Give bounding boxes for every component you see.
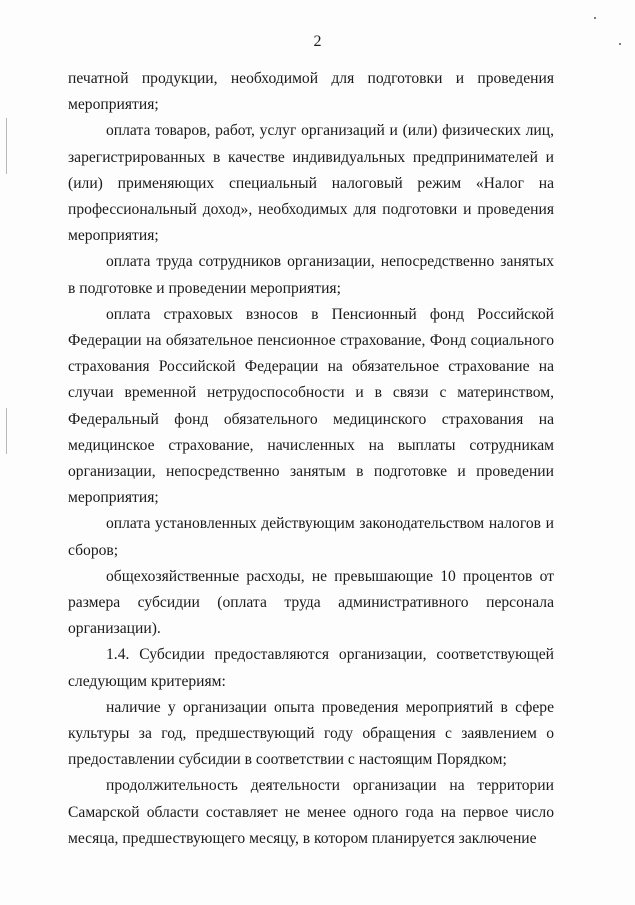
paragraph: оплата страховых взносов в Пенсионный фонд Российской Федерации на обязательное пенсионное страхование, Фонд социального страхования Российской Федерации на обязательное страхование на случаи временной нетрудоспособности и в связи с материнством, Федеральный фонд обязательного медицинского страхования на медицинское страхование, начисленных на выплаты сотрудникам организации, непосредственно занятым в подготовке и проведении мероприятия; xyxy=(68,305,554,507)
paragraph: оплата установленных действующим законодательством налогов и сборов; xyxy=(68,515,554,559)
paragraph: оплата товаров, работ, услуг организаций и (или) физических лиц, зарегистрированных в качестве индивидуальных предпринимателей и (или) применяющих специальный налоговый режим «Налог на профессиональный доход», необходимых для подготовки и проведения мероприятия; xyxy=(68,122,554,245)
paragraph: общехозяйственные расходы, не превышающие 10 процентов от размера субсидии (оплата труда административного персонала организации). xyxy=(68,567,554,638)
scan-edge-mark-bottom xyxy=(6,408,7,454)
page-number: 2 xyxy=(313,33,322,50)
paragraph: наличие у организации опыта проведения мероприятий в сфере культуры за год, предшествующий году обращения с заявлением о предоставлении субсидии в соответствии с настоящим Порядком; xyxy=(68,698,554,769)
scan-edge-mark-top xyxy=(6,118,7,174)
scan-speck xyxy=(594,17,596,19)
paragraph: 1.4. Субсидии предоставляются организации, соответствующей следующим критериям: xyxy=(68,646,554,690)
paragraph: оплата труда сотрудников организации, непосредственно занятых в подготовке и проведении мероприятия; xyxy=(68,253,554,297)
paragraph: печатной продукции, необходимой для подготовки и проведения мероприятия; xyxy=(68,70,554,114)
document-body xyxy=(68,66,554,852)
paragraph: продолжительность деятельности организации на территории Самарской области составляет не менее одного года на первое число месяца, предшествующего месяцу, в котором планируется заключение xyxy=(68,777,554,847)
